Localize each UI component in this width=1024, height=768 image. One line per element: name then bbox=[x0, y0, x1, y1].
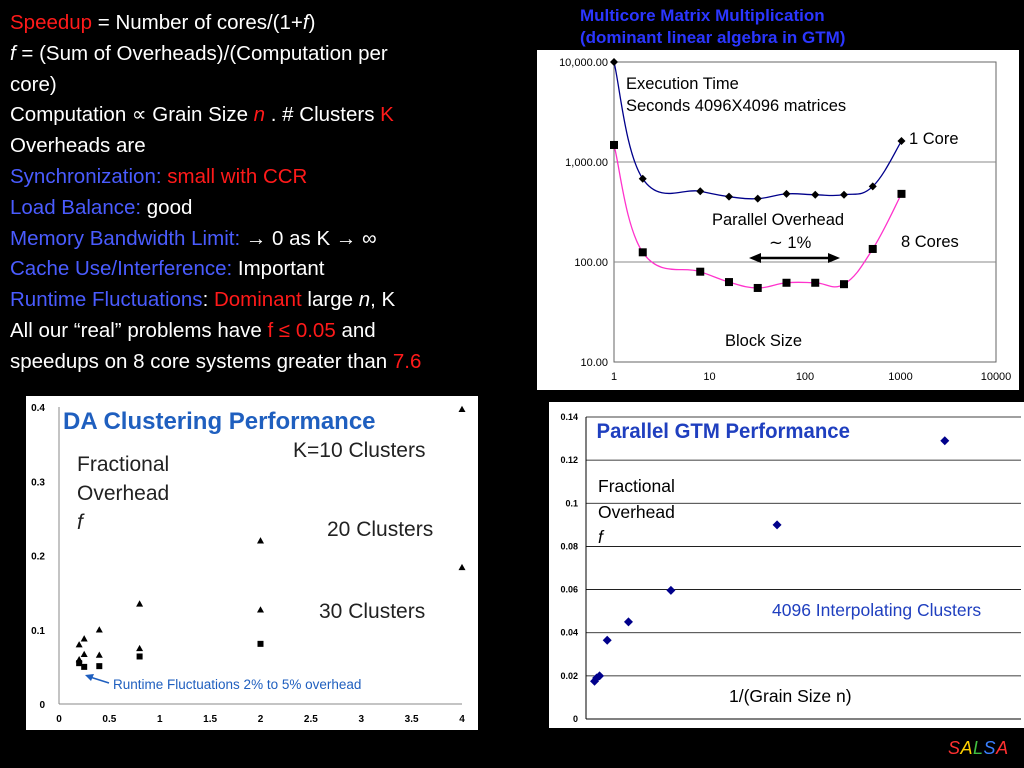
data-point bbox=[840, 280, 848, 288]
data-point bbox=[782, 190, 790, 198]
ylabel-line3: f bbox=[598, 527, 603, 547]
text-segment: Speedup bbox=[10, 11, 93, 34]
text-segment: Dominant bbox=[213, 288, 302, 312]
data-point bbox=[136, 600, 143, 606]
chart-annotation-subtitle: Seconds 4096X4096 matrices bbox=[626, 97, 847, 115]
data-point bbox=[96, 626, 103, 632]
text-segment: K bbox=[380, 103, 394, 127]
text-segment: f bbox=[302, 11, 309, 34]
text-segment: 7.6 bbox=[392, 349, 422, 373]
text-line bbox=[10, 8, 530, 39]
data-point bbox=[257, 606, 264, 612]
fluctuation-annotation: Runtime Fluctuations 2% to 5% overhead bbox=[113, 677, 362, 692]
text-line bbox=[10, 162, 530, 193]
data-point bbox=[81, 664, 87, 670]
data-point bbox=[76, 641, 83, 647]
data-point bbox=[696, 187, 704, 195]
x-tick-label: 2 bbox=[257, 714, 264, 725]
data-point bbox=[459, 564, 466, 570]
y-tick-label: 0 bbox=[39, 700, 45, 711]
text-segment: and bbox=[335, 318, 376, 342]
y-tick-label: 0.1 bbox=[31, 625, 45, 637]
da-clustering-chart-panel bbox=[26, 396, 478, 730]
y-tick-label: 100.00 bbox=[574, 257, 608, 269]
x-tick-label: 0.5 bbox=[102, 714, 117, 725]
text-segment: ) bbox=[308, 11, 316, 34]
series-label-1core: 1 Core bbox=[909, 130, 959, 148]
text-segment: small with CCR bbox=[167, 164, 308, 188]
multicore-title-line2: (dominant linear algebra in GTM) bbox=[580, 28, 846, 47]
chart-title: DA Clustering Performance bbox=[63, 408, 376, 435]
logo-letter: S bbox=[983, 738, 997, 758]
data-point bbox=[811, 191, 819, 199]
chart-title: Parallel GTM Performance bbox=[596, 419, 850, 444]
data-point bbox=[940, 436, 949, 445]
text-line bbox=[10, 39, 530, 70]
data-point bbox=[666, 586, 675, 595]
text-line bbox=[10, 193, 530, 224]
matrix-mult-chart bbox=[537, 50, 1019, 390]
cluster-label-30: 30 Clusters bbox=[319, 600, 426, 623]
data-point bbox=[897, 190, 905, 198]
annotation-arrow-line bbox=[90, 677, 109, 683]
y-tick-label: 10,000.00 bbox=[559, 57, 608, 69]
text-segment: Overheads are bbox=[10, 134, 146, 158]
text-segment: f bbox=[10, 41, 16, 65]
multicore-title bbox=[580, 5, 980, 49]
y-tick-label: 0.1 bbox=[565, 498, 578, 509]
text-segment: Synchronization: bbox=[10, 164, 168, 188]
text-line bbox=[10, 347, 530, 378]
text-segment: All our “real” problems have bbox=[10, 318, 268, 342]
x-tick-label: 2.5 bbox=[303, 714, 318, 725]
da-clustering-chart bbox=[26, 396, 478, 730]
x-tick-label: 10000 bbox=[980, 371, 1012, 383]
data-point bbox=[624, 617, 633, 626]
ylabel-line2: Overhead bbox=[598, 502, 675, 522]
x-tick-label: 1000 bbox=[888, 371, 913, 383]
text-segment: . # Clusters bbox=[265, 103, 381, 127]
text-segment: = (Sum of Overheads)/(Computation per bbox=[15, 41, 388, 65]
text-segment: Memory Bandwidth Limit: bbox=[10, 226, 246, 250]
x-tick-label: 1.5 bbox=[203, 714, 218, 725]
cluster-label-20: 20 Clusters bbox=[327, 518, 434, 541]
y-tick-label: 0.06 bbox=[560, 584, 578, 595]
x-tick-label: 1 bbox=[156, 714, 163, 725]
text-segment: Runtime Fluctuations bbox=[10, 288, 203, 312]
data-point bbox=[869, 245, 877, 253]
data-point bbox=[782, 279, 790, 287]
gtm-chart-panel bbox=[549, 402, 1024, 728]
data-point bbox=[257, 537, 264, 543]
y-tick-label: 0 bbox=[572, 714, 578, 724]
text-segment: Computation ∝ Grain Size bbox=[10, 103, 254, 127]
logo-letter: A bbox=[996, 738, 1009, 758]
ylabel-line1: Fractional bbox=[77, 453, 170, 476]
text-segment: Important bbox=[237, 257, 325, 281]
x-tick-label: 100 bbox=[795, 371, 815, 383]
data-point bbox=[773, 520, 782, 529]
data-point bbox=[137, 653, 143, 659]
data-point bbox=[754, 284, 762, 292]
data-point bbox=[96, 663, 102, 669]
y-tick-label: 0.12 bbox=[560, 455, 578, 466]
ylabel-line2: Overhead bbox=[77, 482, 170, 505]
x-tick-label: 3.5 bbox=[404, 714, 419, 725]
series-label-8cores: 8 Cores bbox=[901, 233, 959, 251]
text-line bbox=[10, 316, 530, 347]
text-segment: = Number of cores/(1+ bbox=[92, 11, 303, 34]
chart-annotation-title: Execution Time bbox=[626, 75, 739, 93]
text-segment: , K bbox=[370, 288, 396, 312]
y-tick-label: 0.2 bbox=[31, 551, 45, 563]
data-point bbox=[81, 651, 88, 657]
logo-letter: A bbox=[960, 738, 974, 758]
text-segment: speedups on 8 core systems greater than bbox=[10, 349, 393, 373]
x-tick-label: 1 bbox=[610, 371, 618, 383]
text-line bbox=[10, 254, 530, 285]
logo-letter: S bbox=[948, 738, 961, 758]
y-tick-label: 0.08 bbox=[560, 541, 578, 552]
data-point bbox=[610, 141, 618, 149]
x-tick-label: 4 bbox=[459, 714, 465, 725]
cluster-label-10: K=10 Clusters bbox=[293, 439, 426, 462]
data-point bbox=[610, 58, 618, 66]
ylabel-line1: Fractional bbox=[598, 476, 675, 496]
data-point bbox=[639, 248, 647, 256]
text-line bbox=[10, 285, 530, 316]
text-segment: large bbox=[301, 288, 359, 312]
text-segment: n bbox=[253, 103, 266, 127]
text-segment: Cache Use/Interference: bbox=[10, 257, 238, 281]
y-tick-label: 1,000.00 bbox=[565, 157, 608, 169]
y-tick-label: 10.00 bbox=[580, 357, 608, 369]
data-point bbox=[81, 635, 88, 641]
y-tick-label: 0.02 bbox=[560, 670, 578, 681]
data-point bbox=[840, 191, 848, 199]
overhead-label: Parallel Overhead bbox=[712, 211, 845, 229]
data-point bbox=[754, 195, 762, 203]
text-segment: → 0 as K → ∞ bbox=[245, 226, 377, 250]
text-segment: : bbox=[202, 288, 214, 312]
text-segment: good bbox=[146, 195, 193, 219]
y-tick-label: 0.04 bbox=[560, 627, 578, 638]
text-line bbox=[10, 100, 530, 131]
data-point bbox=[258, 641, 264, 647]
salsa-logo bbox=[948, 738, 1009, 759]
data-point bbox=[459, 406, 466, 412]
multicore-title-line1: Multicore Matrix Multiplication bbox=[580, 6, 825, 25]
data-point bbox=[96, 651, 103, 657]
text-line bbox=[10, 70, 530, 101]
ylabel-line3: f bbox=[77, 511, 83, 534]
data-point bbox=[897, 137, 905, 145]
x-tick-label: 10 bbox=[703, 371, 716, 383]
legend-label: 4096 Interpolating Clusters bbox=[772, 600, 982, 620]
x-axis-label: 1/(Grain Size n) bbox=[729, 686, 852, 706]
y-tick-label: 0.14 bbox=[560, 412, 578, 422]
text-segment: core) bbox=[10, 72, 57, 96]
data-point bbox=[603, 636, 612, 645]
text-segment: Load Balance: bbox=[10, 195, 147, 219]
matrix-mult-chart-panel bbox=[537, 50, 1019, 390]
logo-letter: L bbox=[973, 738, 984, 758]
data-point bbox=[136, 645, 143, 651]
x-tick-label: 3 bbox=[358, 714, 365, 725]
gtm-chart bbox=[549, 402, 1024, 728]
data-point bbox=[725, 278, 733, 286]
text-segment: n bbox=[358, 288, 371, 312]
text-segment: f ≤ 0.05 bbox=[267, 318, 336, 342]
data-point bbox=[725, 193, 733, 201]
y-tick-label: 0.3 bbox=[31, 477, 45, 489]
data-point bbox=[811, 279, 819, 287]
x-tick-label: 0 bbox=[56, 714, 62, 725]
y-tick-label: 0.4 bbox=[31, 403, 45, 414]
overhead-percent: ∼ 1% bbox=[769, 234, 812, 252]
x-axis-label: Block Size bbox=[725, 332, 803, 350]
text-line bbox=[10, 224, 530, 255]
explanation-text bbox=[10, 8, 530, 378]
data-point bbox=[696, 268, 704, 276]
text-line bbox=[10, 131, 530, 162]
